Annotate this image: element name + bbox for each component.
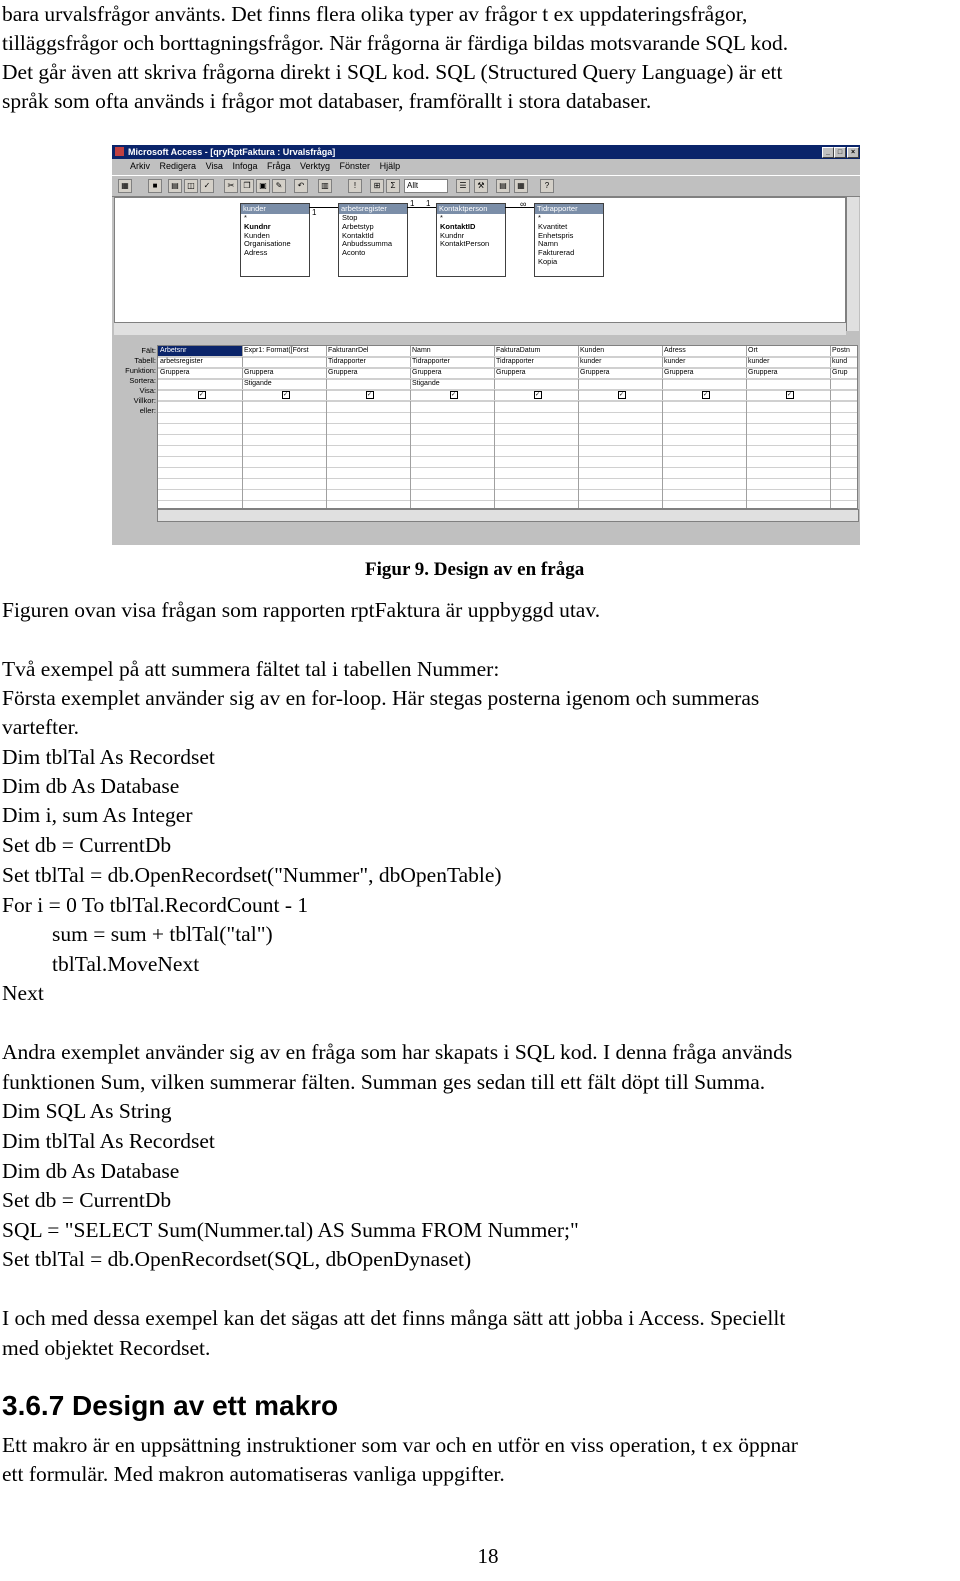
- vertical-scrollbar[interactable]: [846, 197, 859, 331]
- horizontal-scrollbar[interactable]: [114, 322, 846, 335]
- table-field[interactable]: Aconto: [342, 249, 366, 258]
- table-field[interactable]: Stop: [342, 214, 358, 222]
- table-field[interactable]: Adress: [244, 249, 268, 258]
- row-label: Funktion:: [125, 366, 156, 375]
- show-checkbox[interactable]: ✓: [703, 392, 709, 398]
- grid-cell-table[interactable]: kunder: [662, 357, 746, 368]
- show-checkbox[interactable]: ✓: [367, 392, 373, 398]
- page-number: 18: [477, 1544, 499, 1568]
- relation-label: 1: [312, 208, 317, 217]
- code-line: Dim tblTal As Recordset: [2, 745, 215, 769]
- design-grid-pane: [114, 341, 858, 541]
- query-type-icon[interactable]: ▥: [318, 179, 332, 193]
- code-line: tblTal.MoveNext: [52, 952, 200, 976]
- grid-cell-show[interactable]: [746, 390, 830, 401]
- menu-item[interactable]: Visa: [205, 161, 223, 171]
- access-icon: [115, 147, 124, 156]
- new-object-icon[interactable]: ▦: [514, 179, 528, 193]
- format-painter-icon[interactable]: ✎: [272, 179, 286, 193]
- table-box-arbetsregister[interactable]: [338, 203, 408, 277]
- table-field[interactable]: *: [538, 214, 541, 222]
- paragraph-line: Det går även att skriva frågorna direkt i SQL kod. SQL (Structured Query Language) är ett: [2, 60, 783, 84]
- row-label: Visa:: [139, 386, 156, 395]
- grid-column[interactable]: [578, 346, 663, 508]
- row-label: Villkor:: [133, 396, 156, 405]
- grid-cell-show[interactable]: [578, 390, 662, 401]
- grid-column[interactable]: [410, 346, 495, 508]
- grid-cell-table[interactable]: Tidrapporter: [410, 357, 494, 368]
- paragraph-line: tilläggsfrågor och borttagningsfrågor. När frågorna är färdiga bildas motsvarande SQL kod.: [2, 31, 789, 55]
- menu-item[interactable]: Fråga: [266, 161, 291, 171]
- grid-cell-table[interactable]: arbetsregister: [158, 357, 242, 368]
- grid-cell-show[interactable]: [662, 390, 746, 401]
- maximize-icon[interactable]: □: [834, 147, 846, 158]
- show-checkbox[interactable]: ✓: [199, 392, 205, 398]
- paragraph-line: Två exempel på att summera fältet tal i tabellen Nummer:: [2, 657, 500, 681]
- save-icon[interactable]: ■: [148, 179, 162, 193]
- grid-cell-sort[interactable]: [578, 379, 662, 390]
- paragraph-line: funktionen Sum, vilken summerar fälten. Summan ges sedan till ett fält döpt till Summa.: [2, 1070, 766, 1094]
- table-field[interactable]: Kunden: [244, 231, 270, 240]
- table-box-kontaktperson[interactable]: [436, 203, 506, 277]
- code-line: Next: [2, 981, 44, 1005]
- table-title: Tidrapporter: [535, 204, 603, 214]
- menu-item[interactable]: Hjälp: [379, 161, 401, 171]
- table-field[interactable]: Anbudssumma: [342, 240, 393, 249]
- database-window-icon[interactable]: ▤: [496, 179, 510, 193]
- paragraph-line: språk som ofta används i frågor mot databaser, framförallt i stora databaser.: [2, 89, 652, 113]
- paragraph-line: bara urvalsfrågor använts. Det finns flera olika typer av frågor t ex uppdateringsfrågor,: [2, 2, 748, 26]
- paragraph-line: med objektet Recordset.: [2, 1336, 211, 1360]
- table-field[interactable]: Arbetstyp: [342, 222, 374, 231]
- code-line: Dim tblTal As Recordset: [2, 1129, 215, 1153]
- menu-item[interactable]: Redigera: [159, 161, 197, 171]
- grid-cell-func[interactable]: Gruppera: [746, 368, 830, 379]
- preview-icon[interactable]: ◫: [184, 179, 198, 193]
- grid-cell-func[interactable]: Gruppera: [158, 368, 242, 379]
- table-field[interactable]: *: [244, 214, 247, 222]
- table-field[interactable]: Kopia: [538, 257, 558, 266]
- grid-cell-table[interactable]: kunder: [746, 357, 830, 368]
- grid-column[interactable]: [242, 346, 327, 508]
- show-table-icon[interactable]: ⊞: [370, 179, 384, 193]
- top-values-select[interactable]: Allt: [404, 179, 448, 193]
- grid-cell-field[interactable]: FakturaDatum: [494, 346, 578, 357]
- table-field[interactable]: KontaktPerson: [440, 240, 490, 249]
- code-line: Set db = CurrentDb: [2, 833, 172, 857]
- grid-cell-show[interactable]: [830, 390, 858, 401]
- grid-cell-table[interactable]: Tidrapporter: [326, 357, 410, 368]
- menu-item[interactable]: Arkiv: [130, 161, 150, 171]
- row-labels: [114, 346, 156, 416]
- cut-icon[interactable]: ✂: [224, 179, 238, 193]
- menu-item[interactable]: Infoga: [232, 161, 258, 171]
- relation-label: ∞: [520, 199, 527, 209]
- paragraph-line: ett formulär. Med makron automatiseras vanliga uppgifter.: [2, 1462, 505, 1486]
- grid-cell-sort[interactable]: [158, 379, 242, 390]
- paste-icon[interactable]: ▣: [256, 179, 270, 193]
- grid-cell-sort[interactable]: Stigande: [242, 379, 326, 390]
- undo-icon[interactable]: ↶: [294, 179, 308, 193]
- grid-cell-func[interactable]: Gruppera: [662, 368, 746, 379]
- paragraph-line: Figuren ovan visa frågan som rapporten rptFaktura är uppbyggd utav.: [2, 598, 601, 622]
- show-checkbox[interactable]: ✓: [283, 392, 289, 398]
- table-field[interactable]: Kundnr: [244, 222, 271, 231]
- grid-cell-field[interactable]: Postn: [830, 346, 858, 357]
- grid-cell-func[interactable]: Gruppera: [242, 368, 326, 379]
- code-line: Set db = CurrentDb: [2, 1188, 172, 1212]
- grid-cell-table[interactable]: [242, 357, 326, 368]
- run-icon[interactable]: !: [348, 179, 362, 193]
- toolbar: [112, 175, 860, 197]
- code-line: sum = sum + tblTal("tal"): [52, 922, 273, 946]
- code-line: For i = 0 To tblTal.RecordCount - 1: [2, 893, 309, 917]
- code-line: Dim SQL As String: [2, 1099, 172, 1123]
- row-label: Fält:: [141, 346, 156, 355]
- grid-cell-sort[interactable]: Stigande: [410, 379, 494, 390]
- table-title: Kontaktperson: [437, 204, 505, 214]
- query-design-grid[interactable]: [157, 345, 858, 509]
- row-label: Sortera:: [129, 376, 156, 385]
- grid-cell-show[interactable]: [158, 390, 242, 401]
- table-field[interactable]: *: [440, 214, 443, 222]
- grid-column[interactable]: [326, 346, 411, 508]
- table-field[interactable]: Namn: [538, 240, 559, 249]
- grid-cell-func[interactable]: Gruppera: [578, 368, 662, 379]
- grid-cell-func[interactable]: Gruppera: [494, 368, 578, 379]
- show-checkbox[interactable]: ✓: [451, 392, 457, 398]
- grid-cell-sort[interactable]: [494, 379, 578, 390]
- grid-cell-table[interactable]: Tidrapporter: [494, 357, 578, 368]
- grid-cell-sort[interactable]: [830, 379, 858, 390]
- grid-cell-field[interactable]: Namn: [410, 346, 494, 357]
- grid-cell-sort[interactable]: [326, 379, 410, 390]
- grid-cell-func[interactable]: Grup: [830, 368, 858, 379]
- totals-icon[interactable]: Σ: [386, 179, 400, 193]
- grid-cell-field[interactable]: Arbetsnr: [158, 346, 242, 357]
- grid-cell-sort[interactable]: [746, 379, 830, 390]
- code-line: Set tblTal = db.OpenRecordset(SQL, dbOpenDynaset): [2, 1247, 472, 1271]
- grid-horizontal-scrollbar[interactable]: [157, 509, 859, 522]
- paragraph-line: I och med dessa exempel kan det sägas att det finns många sätt att jobba i Access. Speciellt: [2, 1306, 786, 1330]
- copy-icon[interactable]: ❐: [240, 179, 254, 193]
- grid-column[interactable]: [494, 346, 579, 508]
- window-title: Microsoft Access - [qryRptFaktura : Urvalsfråga]: [128, 147, 336, 157]
- table-box-kunder[interactable]: [240, 203, 310, 277]
- paragraph-line: vartefter.: [2, 715, 79, 739]
- code-line: SQL = "SELECT Sum(Nummer.tal) AS Summa FROM Nummer;": [2, 1218, 579, 1242]
- row-label: Tabell:: [134, 356, 156, 365]
- build-icon[interactable]: ⚒: [474, 179, 488, 193]
- menu-item[interactable]: Verktyg: [300, 161, 331, 171]
- table-field[interactable]: Kundnr: [440, 231, 465, 240]
- paragraph-line: Andra exemplet använder sig av en fråga som har skapats i SQL kod. I denna fråga används: [2, 1040, 793, 1064]
- table-title: arbetsregister: [339, 204, 407, 214]
- grid-cell-field[interactable]: Adress: [662, 346, 746, 357]
- table-title: kunder: [241, 204, 309, 214]
- code-line: Dim i, sum As Integer: [2, 803, 193, 827]
- view-icon[interactable]: ▦: [118, 179, 132, 193]
- window-title-bar: [112, 145, 860, 159]
- table-field[interactable]: Kvantitet: [538, 222, 568, 231]
- grid-cell-field[interactable]: Ort: [746, 346, 830, 357]
- grid-cell-table[interactable]: kunder: [578, 357, 662, 368]
- grid-column[interactable]: [746, 346, 831, 508]
- grid-cell-table[interactable]: kund: [830, 357, 858, 368]
- access-query-design-screenshot: [112, 145, 860, 545]
- help-icon[interactable]: ?: [540, 179, 554, 193]
- print-icon[interactable]: ▤: [168, 179, 182, 193]
- show-checkbox[interactable]: ✓: [619, 392, 625, 398]
- figure-caption: Figur 9. Design av en fråga: [365, 559, 585, 580]
- menu-bar: [112, 159, 860, 173]
- grid-column[interactable]: [662, 346, 747, 508]
- table-field[interactable]: KontaktID: [440, 222, 476, 231]
- menu-item[interactable]: Fönster: [339, 161, 371, 171]
- grid-cell-field[interactable]: Expr1: Format([Först: [242, 346, 326, 357]
- table-field[interactable]: Fakturerad: [538, 249, 575, 258]
- grid-cell-func[interactable]: Gruppera: [410, 368, 494, 379]
- table-field[interactable]: Enhetspris: [538, 231, 574, 240]
- row-label: eller:: [139, 406, 156, 415]
- grid-cell-show[interactable]: [410, 390, 494, 401]
- code-line: Dim db As Database: [2, 1159, 180, 1183]
- grid-cell-field[interactable]: Kunden: [578, 346, 662, 357]
- table-field[interactable]: KontaktId: [342, 231, 374, 240]
- code-line: Set tblTal = db.OpenRecordset("Nummer", dbOpenTable): [2, 863, 502, 887]
- grid-cell-show[interactable]: [326, 390, 410, 401]
- relation-label: 1: [410, 199, 415, 208]
- minimize-icon[interactable]: _: [822, 147, 834, 158]
- section-heading: 3.6.7 Design av ett makro: [2, 1390, 339, 1421]
- table-field[interactable]: Organisatione: [244, 240, 291, 249]
- table-box-tidrapporter[interactable]: [534, 203, 604, 277]
- show-checkbox[interactable]: ✓: [535, 392, 541, 398]
- grid-cell-show[interactable]: [494, 390, 578, 401]
- grid-column[interactable]: [830, 346, 858, 508]
- spell-icon[interactable]: ✓: [200, 179, 214, 193]
- paragraph-line: Ett makro är en uppsättning instruktioner som var och en utför en viss operation, t ex öppnar: [2, 1433, 798, 1457]
- grid-cell-show[interactable]: [242, 390, 326, 401]
- grid-cell-sort[interactable]: [662, 379, 746, 390]
- grid-cell-field[interactable]: FakturanrDel: [326, 346, 410, 357]
- grid-column[interactable]: [158, 346, 243, 508]
- properties-icon[interactable]: ☰: [456, 179, 470, 193]
- paragraph-line: Första exemplet använder sig av en for-loop. Här stegas posterna igenom och summeras: [2, 686, 760, 710]
- close-icon[interactable]: ×: [847, 147, 859, 158]
- show-checkbox[interactable]: ✓: [787, 392, 793, 398]
- code-line: Dim db As Database: [2, 774, 180, 798]
- grid-cell-func[interactable]: Gruppera: [326, 368, 410, 379]
- relation-label: 1: [426, 199, 431, 208]
